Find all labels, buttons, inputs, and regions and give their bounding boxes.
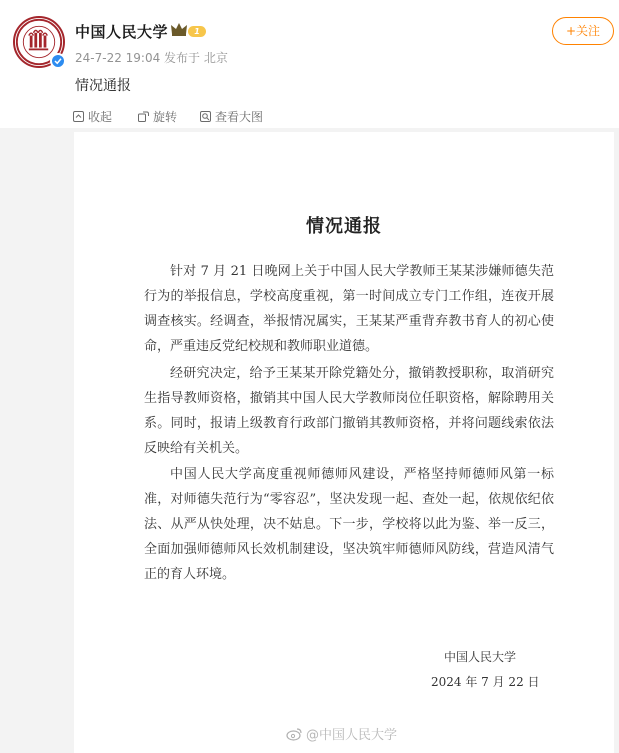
document-paragraph: 针对 7 月 21 日晚网上关于中国人民大学教师王某某涉嫌师德失范行为的举报信息，学校高度重视，第一时间成立专门工作组，连夜开展调查核实。经调查，举报情况属实，王某某严重背弃教书育人的初心使命，严重违反党纪校规和教师职业道德。 — [144, 264, 554, 354]
document-paragraph: 中国人民大学高度重视师德师风建设，严格坚持师德师风第一标准，对师德失范行为“零容忍”，坚决发现一起、查处一起，依规依纪依法、从严从快处理，决不姑息。下一步，学校将以此为鉴、举一反三，全面加强师德师风长效机制建设，坚决筑牢师德师风防线，营造风清气正的育人环境。 — [144, 467, 554, 582]
signature-date: 2024 年 7 月 22 日 — [431, 675, 540, 689]
document-title: 情况通报 — [306, 216, 382, 237]
rotate-label: 旋转 — [153, 110, 178, 124]
weibo-logo-icon — [286, 727, 303, 741]
rotate-icon — [138, 111, 149, 122]
verified-check-icon — [50, 53, 66, 69]
view-large-icon — [200, 111, 211, 122]
image-watermark — [286, 724, 397, 743]
account-name[interactable]: 中国人民大学 — [75, 23, 169, 41]
collapse-button[interactable] — [73, 108, 112, 125]
view-large-label: 查看大图 — [215, 110, 264, 124]
level-badge: 1 — [188, 26, 206, 37]
view-large-button[interactable] — [200, 108, 263, 125]
rotate-button[interactable] — [138, 108, 177, 125]
follow-button[interactable]: +关注 — [552, 17, 614, 45]
watermark-text: @中国人民大学 — [306, 728, 398, 743]
document-paragraph: 经研究决定，给予王某某开除党籍处分，撤销教授职称，取消研究生指导教师资格，撤销其中国人民大学教师岗位任职资格，解除聘用关系。同时，报请上级教育行政部门撤销其教师资格，并将问题线索依法反映给有关机关。 — [144, 366, 554, 456]
image-toolbar — [0, 104, 619, 128]
post-header — [0, 0, 619, 104]
crown-icon — [170, 21, 188, 37]
post-meta: 24-7-22 19:04 发布于 北京 — [75, 51, 228, 65]
collapse-label: 收起 — [88, 110, 113, 124]
signature-org: 中国人民大学 — [444, 650, 517, 664]
post-text: 情况通报 — [75, 78, 131, 94]
notice-document — [74, 132, 614, 753]
collapse-icon — [73, 111, 84, 122]
post-image[interactable] — [0, 128, 619, 753]
